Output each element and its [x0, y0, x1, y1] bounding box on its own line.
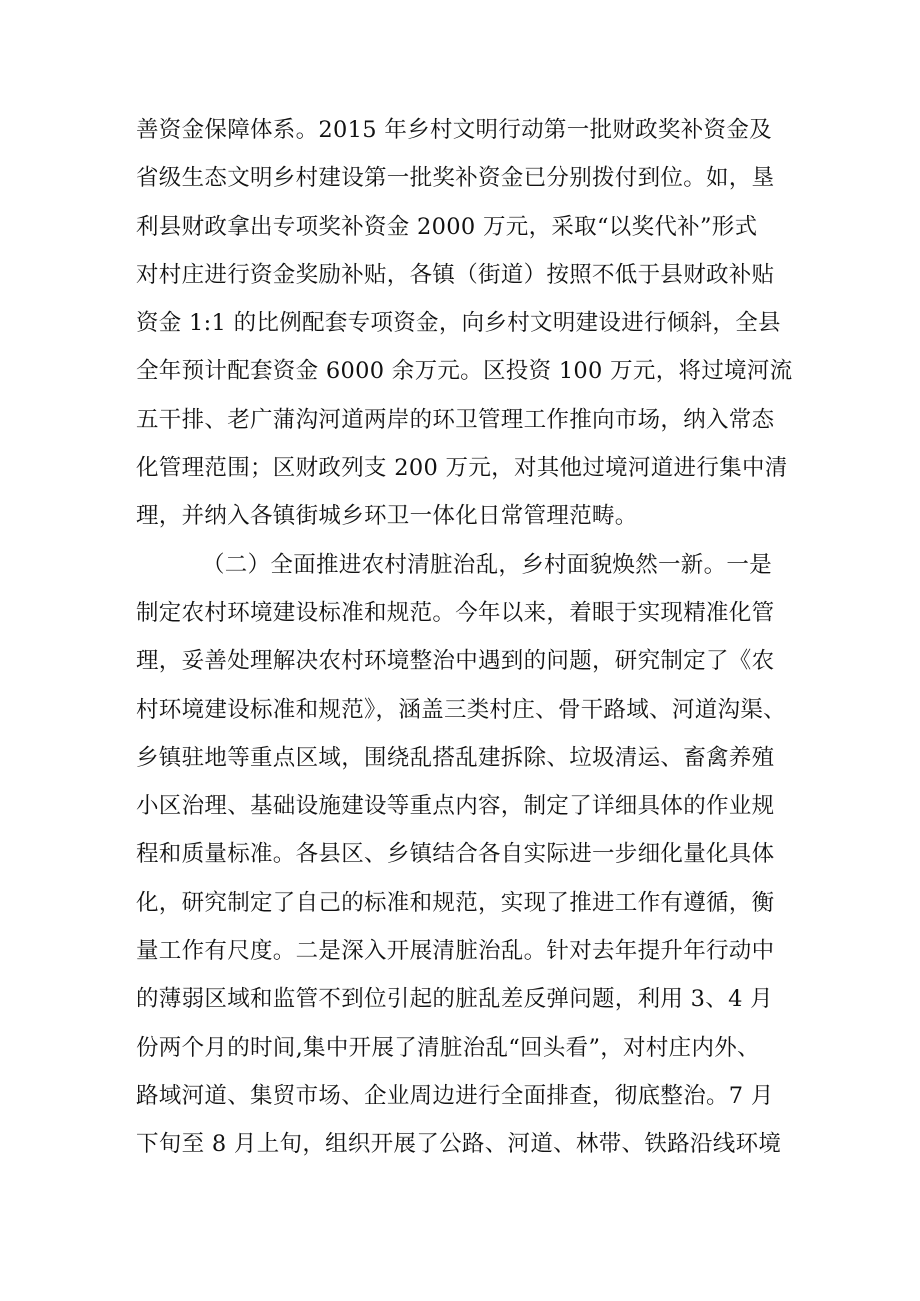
- text-line: 资金 1:1 的比例配套专项资金，向乡村文明建设进行倾斜，全县: [136, 310, 781, 337]
- text-line: 化管理范围；区财政列支 200 万元，对其他过境河道进行集中清: [136, 455, 788, 482]
- text-line: 善资金保障体系。2015 年乡村文明行动第一批财政奖补资金及: [136, 117, 772, 143]
- section-heading-line: （二）全面推进农村清脏治乱，乡村面貌焕然一新。一是: [202, 551, 773, 578]
- text-line: 省级生态文明乡村建设第一批奖补资金已分别拨付到位。如，垦: [136, 165, 775, 192]
- text-line: 的薄弱区域和监管不到位引起的脏乱差反弹问题，利用 3、4 月: [136, 986, 773, 1013]
- text-line: 下旬至 8 月上旬，组织开展了公路、河道、林带、铁路沿线环境: [136, 1131, 782, 1158]
- text-line: 村环境建设标准和规范》，涵盖三类村庄、骨干路域、河道沟渠、: [136, 696, 786, 723]
- text-line: 制定农村环境建设标准和规范。今年以来，着眼于实现精准化管: [136, 599, 775, 626]
- text-line: 五干排、老广蒲沟河道两岸的环卫管理工作推向市场，纳入常态: [136, 406, 775, 433]
- paragraph-rural-cleanup: [136, 541, 816, 1169]
- text-line: 量工作有尺度。二是深入开展清脏治乱。针对去年提升年行动中: [136, 938, 775, 965]
- paragraph-funding: [136, 106, 816, 541]
- text-line: 化，研究制定了自己的标准和规范，实现了推进工作有遵循，衡: [136, 889, 775, 916]
- body-text: [136, 106, 816, 1169]
- text-line: 全年预计配套资金 6000 余万元。区投资 100 万元，将过境河流: [136, 358, 793, 385]
- text-line: 对村庄进行资金奖励补贴，各镇（街道）按照不低于县财政补贴: [136, 261, 775, 288]
- text-line: 路域河道、集贸市场、企业周边进行全面排查，彻底整治。7 月: [136, 1082, 774, 1109]
- text-line: 理，并纳入各镇街城乡环卫一体化日常管理范畴。: [136, 503, 638, 530]
- text-line: 利县财政拿出专项奖补资金 2000 万元，采取“以奖代补”形式: [136, 213, 758, 240]
- text-line: 份两个月的时间,集中开展了清脏治乱“回头看”，对村庄内外、: [136, 1034, 760, 1061]
- text-line: 程和质量标准。各县区、乡镇结合各自实际进一步细化量化具体: [136, 841, 775, 868]
- text-line: 理，妥善处理解决农村环境整治中遇到的问题，研究制定了《农: [136, 648, 775, 675]
- text-line: 乡镇驻地等重点区域，围绕乱搭乱建拆除、垃圾清运、畜禽养殖: [136, 744, 775, 771]
- text-line: 小区治理、基础设施建设等重点内容，制定了详细具体的作业规: [136, 793, 775, 820]
